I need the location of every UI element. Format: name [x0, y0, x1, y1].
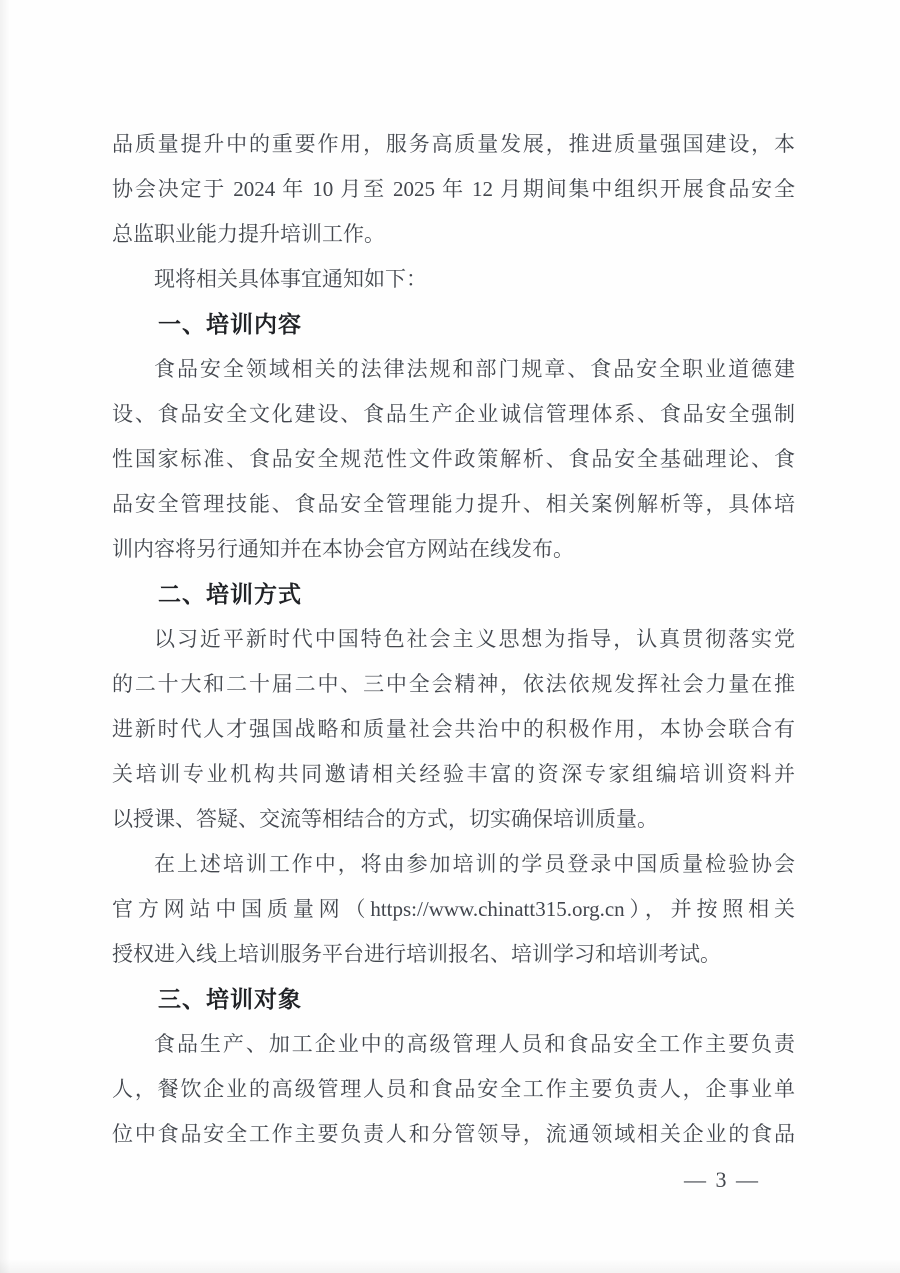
text-line: 以习近平新时代中国特色社会主义思想为指导，认真贯彻落实党: [154, 627, 795, 651]
text-line: 位中食品安全工作主要负责人和分管领导，流通领域相关企业的食品: [112, 1122, 795, 1146]
text-line: 以授课、答疑、交流等相结合的方式，切实确保培训质量。: [112, 807, 658, 831]
section-heading: 二、培训方式: [158, 581, 302, 607]
text-line: 协会决定于 2024 年 10 月至 2025 年 12 月期间集中组织开展食品安全: [112, 177, 795, 201]
page-number-row: [684, 1160, 760, 1200]
scan-shadow-bottom: [0, 1259, 900, 1273]
text-line: 人，餐饮企业的高级管理人员和食品安全工作主要负责人，企事业单: [112, 1077, 795, 1101]
text-line: 品质量提升中的重要作用，服务高质量发展，推进质量强国建设，本: [112, 132, 795, 156]
document-body: [112, 122, 795, 1157]
text-line: 在上述培训工作中，将由参加培训的学员登录中国质量检验协会: [154, 852, 795, 876]
scan-shadow-left: [0, 0, 10, 1273]
text-line: 训内容将另行通知并在本协会官方网站在线发布。: [112, 537, 574, 561]
text-line: 品安全管理技能、食品安全管理能力提升、相关案例解析等，具体培: [112, 492, 795, 516]
text-line: 性国家标准、食品安全规范性文件政策解析、食品安全基础理论、食: [112, 447, 795, 471]
text-line: 官方网站中国质量网（https://www.chinatt315.org.cn），并按照相关: [112, 897, 795, 921]
text-line: 总监职业能力提升培训工作。: [112, 222, 385, 246]
section-heading: 一、培训内容: [158, 311, 302, 337]
text-line: 现将相关具体事宜通知如下：: [154, 267, 427, 291]
text-line: 进新时代人才强国战略和质量社会共治中的积极作用，本协会联合有: [112, 717, 795, 741]
text-line: 设、食品安全文化建设、食品生产企业诚信管理体系、食品安全强制: [112, 402, 795, 426]
text-line: 授权进入线上培训服务平台进行培训报名、培训学习和培训考试。: [112, 942, 721, 966]
text-line: 的二十大和二十届二中、三中全会精神，依法依规发挥社会力量在推: [112, 672, 795, 696]
page-number: — 3 —: [684, 1167, 760, 1192]
text-line: 食品安全领域相关的法律法规和部门规章、食品安全职业道德建: [154, 357, 795, 381]
section-heading: 三、培训对象: [158, 986, 302, 1012]
text-line: 食品生产、加工企业中的高级管理人员和食品安全工作主要负责: [154, 1032, 795, 1056]
text-line: 关培训专业机构共同邀请相关经验丰富的资深专家组编培训资料并: [112, 762, 795, 786]
